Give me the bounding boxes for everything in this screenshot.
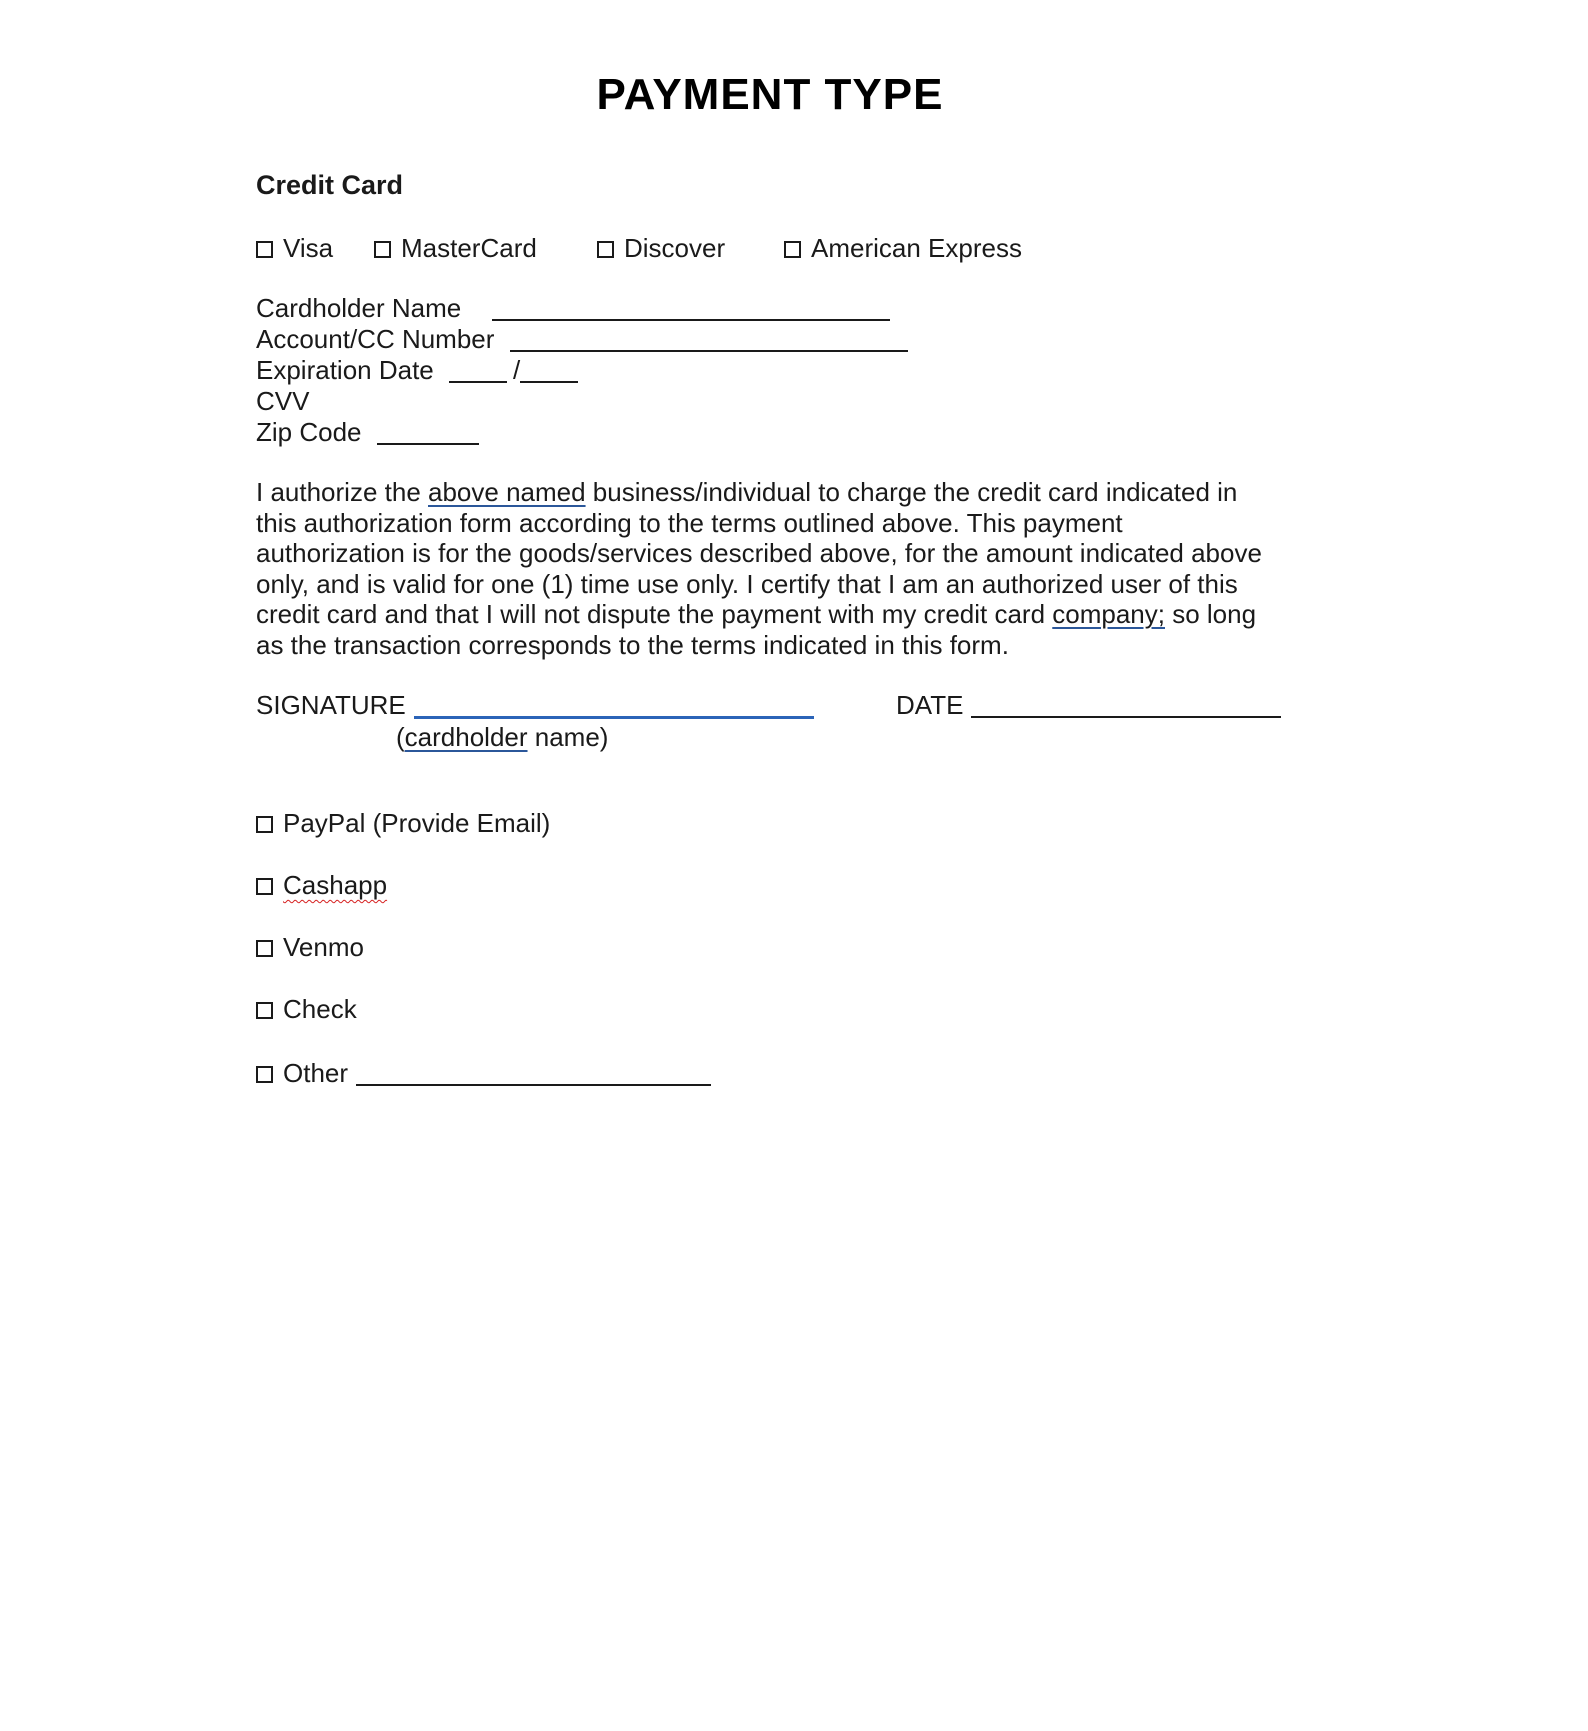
option-american-express-label: American Express bbox=[811, 233, 1022, 263]
option-paypal[interactable] bbox=[256, 808, 550, 839]
option-visa-label: Visa bbox=[283, 233, 334, 263]
other-field[interactable] bbox=[356, 1058, 711, 1086]
auth-text-segment: so long bbox=[1165, 599, 1257, 629]
option-mastercard-label: MasterCard bbox=[401, 233, 537, 263]
option-visa[interactable] bbox=[256, 233, 333, 264]
cardholder-name-label: Cardholder Name bbox=[256, 293, 462, 323]
option-venmo-label: Venmo bbox=[283, 932, 364, 962]
caption-rest: name) bbox=[527, 722, 609, 752]
cardholder-name-field[interactable] bbox=[492, 293, 890, 321]
option-american-express[interactable] bbox=[784, 233, 1022, 264]
signature-field[interactable] bbox=[414, 690, 814, 719]
cvv-label: CVV bbox=[256, 386, 310, 416]
caption-paren: ( bbox=[396, 722, 405, 752]
expiration-year-field[interactable] bbox=[520, 355, 578, 383]
date-group bbox=[896, 690, 1281, 721]
checkbox-icon[interactable] bbox=[256, 1002, 273, 1019]
account-number-field[interactable] bbox=[510, 324, 908, 352]
option-mastercard[interactable] bbox=[374, 233, 537, 264]
option-discover[interactable] bbox=[597, 233, 725, 264]
option-cashapp[interactable] bbox=[256, 870, 387, 901]
zip-code-label: Zip Code bbox=[256, 417, 362, 447]
authorization-line: only, and is valid for one (1) time use only. I certify that I am an authorized user of this bbox=[256, 568, 1238, 599]
expiration-month-field[interactable] bbox=[449, 355, 507, 383]
date-field[interactable] bbox=[971, 690, 1281, 718]
authorization-line: authorization is for the goods/services described above, for the amount indicated above bbox=[256, 538, 1262, 568]
account-number-row bbox=[256, 324, 908, 355]
option-cashapp-label: Cashapp bbox=[283, 870, 388, 900]
signature-caption bbox=[396, 722, 608, 753]
zip-code-row bbox=[256, 417, 908, 448]
zip-code-field[interactable] bbox=[377, 417, 479, 445]
option-other[interactable] bbox=[256, 1058, 711, 1089]
auth-text-segment: I authorize the bbox=[256, 477, 428, 507]
checkbox-icon[interactable] bbox=[256, 878, 273, 895]
expiration-date-label: Expiration Date bbox=[256, 355, 434, 385]
authorization-text bbox=[256, 477, 1296, 660]
checkbox-icon[interactable] bbox=[256, 1066, 273, 1083]
expiration-separator: / bbox=[513, 355, 521, 385]
option-paypal-label: PayPal (Provide Email) bbox=[283, 808, 551, 838]
option-check[interactable] bbox=[256, 994, 357, 1025]
checkbox-icon[interactable] bbox=[784, 241, 801, 258]
authorization-line bbox=[256, 599, 1296, 630]
auth-text-segment: business/individual to charge the credit card indicated in bbox=[585, 477, 1238, 507]
authorization-line bbox=[256, 477, 1296, 508]
expiration-date-row bbox=[256, 355, 908, 386]
checkbox-icon[interactable] bbox=[256, 241, 273, 258]
cardholder-word: cardholder bbox=[404, 722, 528, 752]
cvv-row bbox=[256, 386, 908, 417]
date-label: DATE bbox=[896, 690, 964, 720]
above-named-phrase: above named bbox=[428, 477, 586, 507]
signature-row bbox=[256, 690, 1316, 724]
authorization-line: as the transaction corresponds to the terms indicated in this form. bbox=[256, 629, 1009, 660]
option-check-label: Check bbox=[283, 994, 357, 1024]
cardholder-name-row bbox=[256, 293, 908, 324]
card-fields bbox=[256, 293, 908, 448]
option-other-label: Other bbox=[283, 1058, 349, 1088]
signature-label: SIGNATURE bbox=[256, 690, 406, 720]
checkbox-icon[interactable] bbox=[374, 241, 391, 258]
card-type-options bbox=[256, 233, 1316, 267]
checkbox-icon[interactable] bbox=[256, 940, 273, 957]
option-discover-label: Discover bbox=[624, 233, 726, 263]
authorization-line: this authorization form according to the terms outlined above. This payment bbox=[256, 507, 1123, 538]
account-number-label: Account/CC Number bbox=[256, 324, 495, 354]
checkbox-icon[interactable] bbox=[597, 241, 614, 258]
checkbox-icon[interactable] bbox=[256, 816, 273, 833]
company-phrase: company; bbox=[1052, 599, 1165, 629]
page-title: PAYMENT TYPE bbox=[596, 70, 944, 119]
credit-card-heading: Credit Card bbox=[256, 170, 404, 200]
option-venmo[interactable] bbox=[256, 932, 364, 963]
auth-text-segment: credit card and that I will not dispute the payment with my credit card bbox=[256, 599, 1053, 629]
